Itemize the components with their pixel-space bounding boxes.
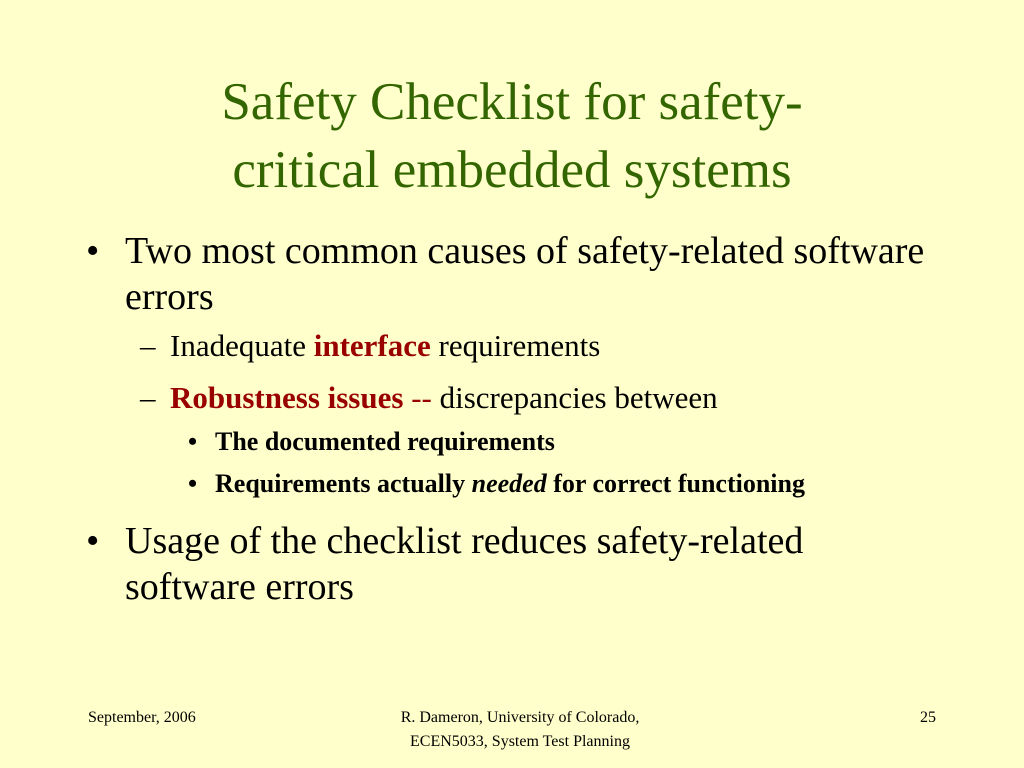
slide-body [84,228,964,616]
bullet-icon: • [86,230,100,272]
subbullet-interface-highlight: interface [313,328,431,363]
bullet-usage [84,518,845,610]
footer-credit-line2: ECEN5033, System Test Planning [410,733,630,750]
footer-credit [300,706,740,754]
slide-title [100,68,924,204]
subbullet-interface-suffix: requirements [430,328,601,363]
subbullet-robustness [84,378,964,418]
page-number: 25 [920,709,936,726]
bullet-icon: • [86,520,100,562]
bullet-usage-text: Usage of the checklist reduces safety-related software errors [125,520,804,608]
footer-date: September, 2006 [88,709,196,726]
subbullet-robustness-highlight: Robustness issues [170,380,404,415]
subsubbullet-needed [84,468,815,500]
footer-credit-line1: R. Dameron, University of Colorado, [400,709,640,726]
dash-icon: – [140,380,156,415]
small-bullet-icon: • [188,427,198,456]
slide-title-line2: critical embedded systems [232,141,792,199]
subbullet-robustness-suffix: discrepancies between [431,380,718,415]
subbullet-interface-prefix: Inadequate [170,328,314,363]
subbullet-interface [84,326,964,366]
slide-title-line1: Safety Checklist for safety- [221,73,803,131]
subsubbullet-documented [84,426,964,458]
dash-icon: – [140,328,156,363]
subsubbullet-needed-suffix: for correct functioning [546,469,805,498]
subsubbullet-needed-prefix: Requirements actually [215,469,472,498]
subbullet-robustness-separator: -- [403,380,432,415]
bullet-causes-text: Two most common causes of safety-related software errors [125,230,925,318]
small-bullet-icon: • [188,469,198,498]
bullet-causes [84,228,964,320]
subsubbullet-documented-text: The documented requirements [215,427,555,456]
subsubbullet-needed-emphasis: needed [471,469,547,498]
